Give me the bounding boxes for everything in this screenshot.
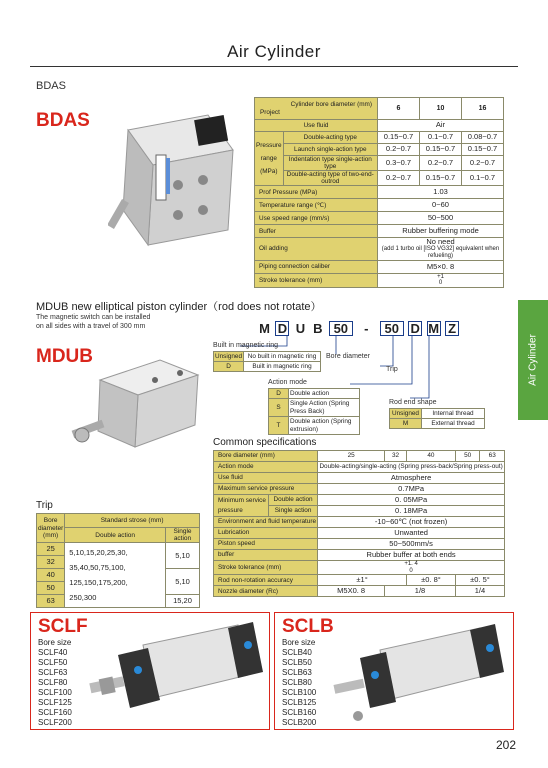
list-item: SCLF160 (38, 708, 72, 717)
action-mode-table: D Double action S Single Action (Spring Press Back) T Double action (Spring extrusion) (268, 388, 360, 435)
side-tab: Air Cylinder (518, 300, 548, 420)
list-item: SCLF80 (38, 678, 68, 687)
list-item: SCLF40 (38, 648, 68, 657)
sclb-bore-label: Bore size (282, 638, 316, 647)
sclf-bore-label: Bore size (38, 638, 72, 647)
page-title: Air Cylinder (227, 42, 321, 61)
list-item: SCLF200 (38, 718, 72, 727)
trip-code-label: Trip (386, 366, 398, 373)
list-item: SCLB80 (282, 678, 312, 687)
pressure-range-label: Pressure range (MPa) (255, 132, 284, 186)
list-item: SCLF100 (38, 688, 72, 697)
bdas-heading: BDAS (36, 110, 90, 131)
mdub-product-image (70, 355, 205, 455)
mdub-note-1: The magnetic switch can be installed (36, 314, 151, 321)
bdas-product-image (108, 110, 240, 250)
sclb-product-image (330, 620, 510, 726)
bdas-table-corner: Cylinder bore diameter (mm) Project (255, 98, 378, 120)
rod-end-label: Rod end shape (389, 399, 437, 406)
title-divider (30, 66, 518, 67)
list-item: SCLB200 (282, 718, 317, 727)
mdub-model-code: M D U B 50 - 50 D M Z (258, 320, 459, 338)
list-item: SCLB50 (282, 658, 312, 667)
sclb-list (282, 648, 316, 728)
common-specs-table: Bore diameter (mm) 25 32 40 50 63 Action mode Double-acting/single-acting (Spring press-back/Spring press-out) Use fluid Atmosphere Maximum service pressure 0.7MPa Minimum service pressure Double action 0. 05MPa Single action 0. 18MPa Environment and fluid temperature -10~60℃ (not frozen) Lubrication Unwanted Piston speed 50~500mm/s buffer Rubber buffer at both ends Stroke tolerance (mm) +1. 4 0 Rod non-rotation accuracy ±1° ±0. 8° ±0. 5° Nozzle diameter (Rc) M5X0. 8 1/8 1/4 (213, 450, 505, 597)
list-item: SCLB125 (282, 698, 317, 707)
sclf-list (38, 648, 72, 728)
mdub-note-2: on all sides with a travel of 300 mm (36, 323, 146, 330)
rod-end-table: Unsigned Internal thread M External thread (389, 408, 485, 429)
sclf-heading: SCLF (38, 616, 88, 637)
list-item: SCLF63 (38, 668, 68, 677)
page-number: 202 (496, 738, 517, 752)
list-item: SCLF125 (38, 698, 72, 707)
magnet-ring-table: Unsigned No built in magnetic ring D Built in magnetic ring (213, 351, 321, 372)
list-item: SCLB40 (282, 648, 312, 657)
sclf-product-image (88, 620, 266, 726)
list-item: SCLB100 (282, 688, 317, 697)
mdub-title: MDUB new elliptical piston cylinder（rod does not rotate） (36, 301, 322, 313)
trip-title: Trip (36, 500, 53, 511)
mdub-heading: MDUB (36, 346, 93, 367)
list-item: SCLB63 (282, 668, 312, 677)
bdas-spec-table: Cylinder bore diameter (mm) Project 6 10 16 Use fluid Air Pressure range (MPa) Double-acting type 0.15~0.7 0.1~0.7 0.08~0.7 Launch single-action type 0.2~0.7 0.15~0.7 0.15~0.7 Indentation type single-action type 0.3~0.7 0.2~0.7 0.2~0.7 Double-acting type of two-end-outrod 0.2~0.7 0.15~0.7 0.1~0.7 Prof Pressure (MPa) 1.03 Temperature range (℃) 0~60 Use speed range (mm/s) 50~500 Buffer Rubber buffering mode Oil adding No need (add 1 turbo oil [ISO VG32] equivalent when refueling) Piping connection caliber M5×0. 8 Stroke tolerance (mm) +1 0 (254, 97, 504, 288)
bore-diameter-label: Bore diameter (326, 353, 370, 360)
list-item: SCLB160 (282, 708, 317, 717)
trip-table: Bore diameter (mm) Standard strose (mm) Double action Single action 25 5,10,15,20,25,30, 35,40,50,75,100, 125,150,175,200, 250,300 5,10 32 40 5,10 50 63 15,20 (36, 513, 200, 608)
sclb-heading: SCLB (282, 616, 334, 637)
magnet-ring-label: Built in magnetic ring (213, 342, 278, 349)
bdas-subtitle: BDAS (36, 80, 66, 92)
common-specs-title: Common specifications (213, 437, 317, 448)
action-mode-label: Action mode (268, 379, 307, 386)
list-item: SCLF50 (38, 658, 68, 667)
